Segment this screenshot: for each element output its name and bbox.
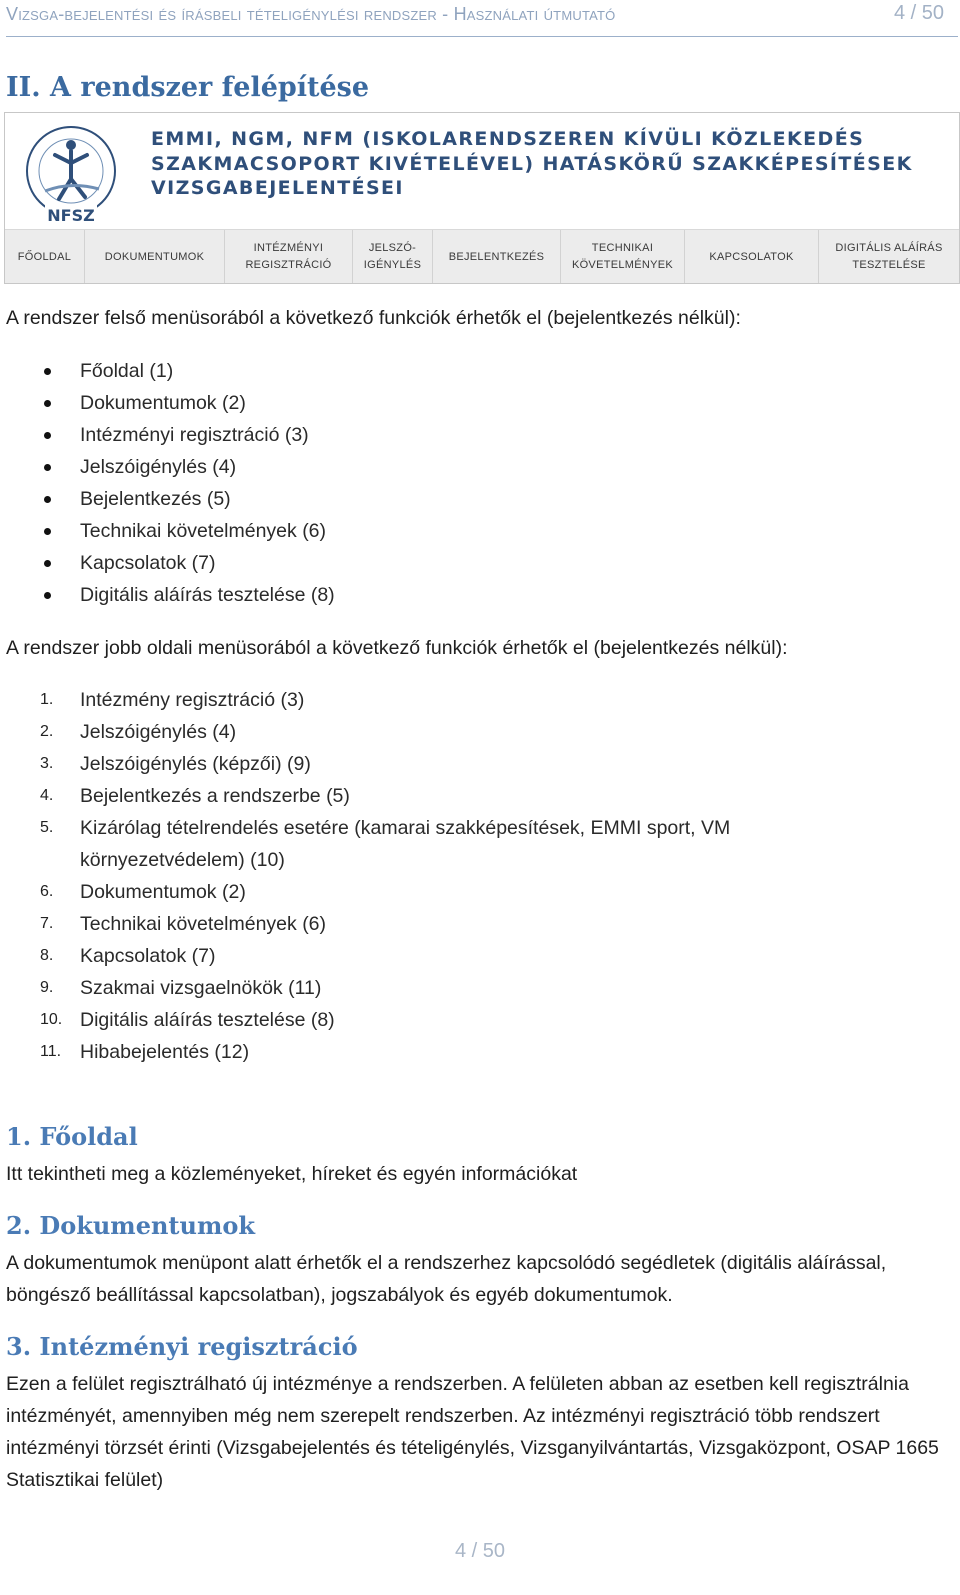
section-title: II. A rendszer felépítése [6, 72, 370, 103]
list-item: 7. Technikai követelmények (6) [40, 913, 327, 935]
list-item: 4. Bejelentkezés a rendszerbe (5) [40, 785, 350, 807]
menu-item-intezmenyi-regisztracio[interactable]: INTÉZMÉNYI REGISZTRÁCIÓ [225, 230, 353, 284]
bullet-icon [44, 560, 51, 567]
section-body-dokumentumok: A dokumentumok menüpont alatt érhetők el a rendszerhez kapcsolódó segédletek (digitális aláírással, böngésző beállítással kapcsolatban), jogszabályok és egyéb dokumentumok. [6, 1252, 887, 1306]
banner-title [151, 127, 913, 201]
list-item: Dokumentumok (2) [6, 387, 946, 419]
top-menu-intro: A rendszer felső menüsorából a következő funkciók érhetők el (bejelentkezés nélkül): [6, 307, 741, 329]
menu-item-technikai-kovetelmenyek[interactable]: TECHNIKAI KÖVETELMÉNYEK [561, 230, 685, 284]
footer-page-number: 4 / 50 [454, 1540, 506, 1562]
list-item: 2. Jelszóigénylés (4) [40, 721, 237, 743]
list-item: 9. Szakmai vizsgaelnökök (11) [40, 977, 322, 999]
banner-title-line: VIZSGABEJELENTÉSEI [151, 177, 404, 199]
right-menu-intro: A rendszer jobb oldali menüsorából a következő funkciók érhetők el (bejelentkezés nélkül): [6, 637, 788, 659]
list-item: 10. Digitális aláírás tesztelése (8) [40, 1009, 335, 1031]
banner-menubar [5, 229, 959, 284]
heading-intezmenyi-regisztracio: 3. Intézményi regisztráció [6, 1332, 358, 1361]
menu-item-kapcsolatok[interactable]: KAPCSOLATOK [685, 230, 819, 284]
logo-wordmark: NFSZ [47, 206, 95, 225]
list-item: 11. Hibabejelentés (12) [40, 1041, 250, 1063]
site-banner-screenshot [4, 112, 960, 284]
nfsz-logo-icon [15, 121, 127, 227]
bullet-icon [44, 528, 51, 535]
menu-item-bejelentkezes[interactable]: BEJELENTKEZÉS [433, 230, 561, 284]
menu-item-digitalis-alairas[interactable]: DIGITÁLIS ALÁÍRÁS TESZTELÉSE [835, 242, 943, 271]
bullet-icon [44, 464, 51, 471]
menu-item-jelszoigenyles[interactable]: JELSZÓ- IGÉNYLÉS [353, 230, 433, 284]
running-header-page-number: 4 / 50 [893, 2, 944, 24]
section-body-fooldal: Itt tekintheti meg a közleményeket, híreket és egyén információkat [6, 1163, 578, 1185]
list-item: 1. Intézmény regisztráció (3) [40, 689, 305, 711]
heading-dokumentumok: 2. Dokumentumok [6, 1211, 255, 1240]
banner-title-line: SZAKMACSOPORT KIVÉTELÉVEL) HATÁSKÖRŰ SZAKKÉPESÍTÉSEK [151, 152, 913, 175]
list-item: 5. Kizárólag tételrendelés esetére (kamarai szakképesítések, EMMI sport, VM környezetvédelem) (10) [40, 817, 731, 871]
bullet-icon [44, 592, 51, 599]
menu-item-dokumentumok[interactable]: DOKUMENTUMOK [85, 230, 225, 284]
bullet-icon [44, 400, 51, 407]
bullet-icon [44, 432, 51, 439]
menu-item-fooldal[interactable]: FŐOLDAL [5, 230, 85, 284]
list-item: Technikai követelmények (6) [6, 515, 946, 547]
section-body-intezmenyi-regisztracio: Ezen a felület regisztrálható új intézménye a rendszerben. A felületen abban az esetben kell regisztrálnia intézményét, amennyiben még nem szerepelt rendszerben. Az intézményi regisztráció több rendszert intézményi törzsét érinti (Vizsgabejelentés és tételigénylés, Vizsganyilvántartás, Vizsgaközpont, OSAP 1665 Statisztikai felület) [6, 1373, 939, 1491]
list-item: Intézményi regisztráció (3) [6, 419, 946, 451]
list-item: 8. Kapcsolatok (7) [40, 945, 216, 967]
list-item: Főoldal (1) [6, 355, 946, 387]
banner-title-line: EMMI, NGM, NFM (ISKOLARENDSZEREN KÍVÜLI KÖZLEKEDÉS [151, 128, 865, 150]
list-item: Jelszóigénylés (4) [6, 451, 946, 483]
list-item: Bejelentkezés (5) [6, 483, 946, 515]
heading-fooldal: 1. Főoldal [6, 1122, 138, 1151]
header-rule [6, 36, 958, 37]
list-item: 6. Dokumentumok (2) [40, 881, 246, 903]
running-header-title: Vizsga-bejelentési és írásbeli tételigénylési rendszer - Használati útmutató [6, 4, 616, 24]
bullet-icon [44, 368, 51, 375]
right-menu-list [6, 684, 946, 1068]
list-item: Kapcsolatok (7) [6, 547, 946, 579]
bullet-icon [44, 496, 51, 503]
list-item: Digitális aláírás tesztelése (8) [6, 579, 946, 611]
top-menu-list [6, 355, 946, 611]
list-item: 3. Jelszóigénylés (képzői) (9) [40, 753, 311, 775]
